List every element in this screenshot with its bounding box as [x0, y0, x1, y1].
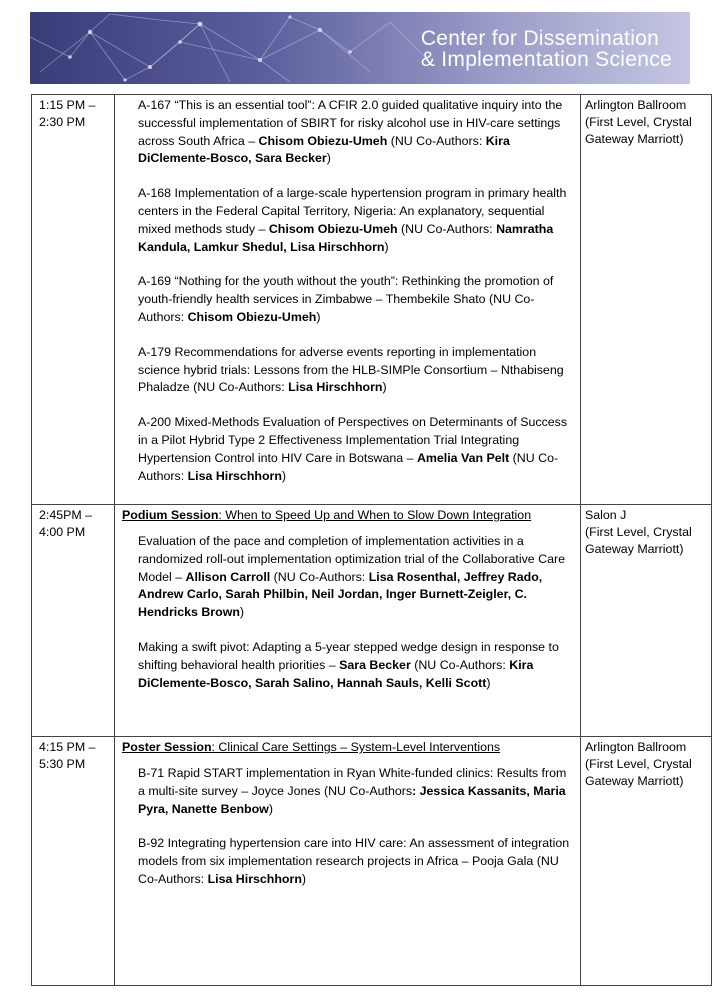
coauthors: Lisa Hirschhorn	[288, 380, 383, 395]
time-end: 2:30 PM	[39, 115, 86, 129]
coauthors: Kira DiClemente-Bosco, Sara Becker	[138, 133, 510, 166]
location-line: (First Level, Crystal	[585, 525, 692, 539]
abstract-entry: B-71 Rapid START implementation in Ryan White-funded clinics: Results from a multi-site survey – Joyce Jones (NU Co-Authors: Jessica Kassanits, Maria Pyra, Nanette Benbow)	[138, 766, 567, 816]
abstract-entry: Making a swift pivot: Adapting a 5-year stepped wedge design in response to shifting behavioral health priorities – Sara Becker (NU Co-Authors: Kira DiClemente-Bosco, Sarah Salino, Hannah Sauls, Kelli Scott)	[138, 639, 559, 690]
session-cell	[115, 737, 581, 986]
coauthors: Namratha Kandula, Lamkur Shedul, Lisa Hirschhorn	[138, 221, 554, 254]
header-banner	[30, 12, 690, 84]
session-topic: : Clinical Care Settings – System-Level Interventions	[211, 740, 501, 754]
coauthors: Lisa Hirschhorn	[187, 468, 282, 483]
header-title	[421, 28, 672, 70]
session-heading	[122, 507, 572, 524]
session-kind: Poster Session	[122, 740, 212, 754]
session-heading	[122, 739, 572, 756]
coauthors: Lisa Rosenthal, Jeffrey Rado, Andrew Carlo, Sarah Philbin, Neil Jordan, Inger Burnett-Zeigler, C. Hendricks Brown	[138, 569, 543, 620]
presenter-name: Sara Becker	[339, 657, 411, 672]
time-cell	[32, 737, 115, 986]
location-line: Gateway Marriott)	[585, 774, 684, 788]
location-line: Gateway Marriott)	[585, 542, 684, 556]
time-start: 2:45PM –	[39, 508, 93, 522]
location-cell	[581, 737, 712, 986]
time-end: 4:00 PM	[39, 525, 86, 539]
schedule-table	[31, 94, 712, 986]
time-start: 4:15 PM –	[39, 740, 96, 754]
session-kind: Podium Session	[122, 508, 219, 522]
abstract-entry: A-200 Mixed-Methods Evaluation of Perspectives on Determinants of Success in a Pilot Hybrid Type 2 Effectiveness Implementation Trial Integrating Hypertension Control into HIV Care in Botswana – Amelia Van Pelt (NU Co-Authors: Lisa Hirschhorn)	[138, 415, 568, 483]
location-cell	[581, 95, 712, 505]
coauthors: Lisa Hirschhorn	[207, 871, 302, 886]
abstract-entry: B-92 Integrating hypertension care into HIV care: An assessment of integration models from six implementation research projects in Africa – Pooja Gala (NU Co-Authors: Lisa Hirschhorn)	[138, 836, 570, 886]
location-line: (First Level, Crystal	[585, 115, 692, 129]
session-cell	[115, 95, 581, 505]
abstract-entry: Evaluation of the pace and completion of implementation activities in a randomized roll-out implementation optimization trial of the Collaborative Care Model – Allison Carroll (NU Co-Authors: Lisa Rosenthal, Jeffrey Rado, Andrew Carlo, Sarah Philbin, Neil Jordan, Inger Burnett-Zeigler, C. Hendricks Brown)	[138, 534, 565, 620]
schedule-row	[32, 505, 712, 737]
presenter-name: Chisom Obiezu-Umeh	[268, 221, 398, 236]
location-line: (First Level, Crystal	[585, 757, 692, 771]
location-line: Salon J	[585, 508, 627, 522]
time-start: 1:15 PM –	[39, 98, 96, 112]
location-cell	[581, 505, 712, 737]
presenter-name: Chisom Obiezu-Umeh	[258, 133, 388, 148]
session-cell	[115, 505, 581, 737]
location-line: Arlington Ballroom	[585, 740, 687, 754]
time-end: 5:30 PM	[39, 757, 86, 771]
abstract-entry: A-167 “This is an essential tool”: A CFIR 2.0 guided qualitative inquiry into the successful implementation of SBIRT for risky alcohol use in HIV-care settings across South Africa – Chisom Obiezu-Umeh (NU Co-Authors: Kira DiClemente-Bosco, Sara Becker)	[138, 98, 563, 166]
header-title-line1: Center for Dissemination	[420, 27, 660, 50]
time-cell	[32, 505, 115, 737]
header-title-line2: & Implementation Science	[420, 48, 672, 71]
location-line: Arlington Ballroom	[585, 98, 687, 112]
coauthors: Chisom Obiezu-Umeh	[187, 309, 317, 324]
abstract-entry: A-168 Implementation of a large-scale hypertension program in primary health centers in the Federal Capital Territory, Nigeria: An explanatory, sequential mixed methods study – Chisom Obiezu-Umeh (NU Co-Authors: Namratha Kandula, Lamkur Shedul, Lisa Hirschhorn)	[138, 186, 567, 254]
session-topic: : When to Speed Up and When to Slow Down Integration	[218, 508, 532, 522]
coauthors: Kira DiClemente-Bosco, Sarah Salino, Hannah Sauls, Kelli Scott	[138, 657, 534, 690]
time-cell	[32, 95, 115, 505]
presenter-name: Allison Carroll	[185, 569, 271, 584]
schedule-row	[32, 737, 712, 986]
presenter-name: Amelia Van Pelt	[416, 450, 510, 465]
abstract-entry: A-169 “Nothing for the youth without the youth”: Rethinking the promotion of youth-friendly health services in Zimbabwe – Thembekile Shato (NU Co-Authors: Chisom Obiezu-Umeh)	[138, 274, 554, 324]
schedule-row	[32, 95, 712, 505]
abstract-entry: A-179 Recommendations for adverse events reporting in implementation science hybrid trials: Lessons from the HLB-SIMPle Consortium – Nthabiseng Phaladze (NU Co-Authors: Lisa Hirschhorn)	[138, 344, 564, 395]
coauthors: : Jessica Kassanits, Maria Pyra, Nanette Benbow	[138, 783, 566, 816]
location-line: Gateway Marriott)	[585, 132, 684, 146]
